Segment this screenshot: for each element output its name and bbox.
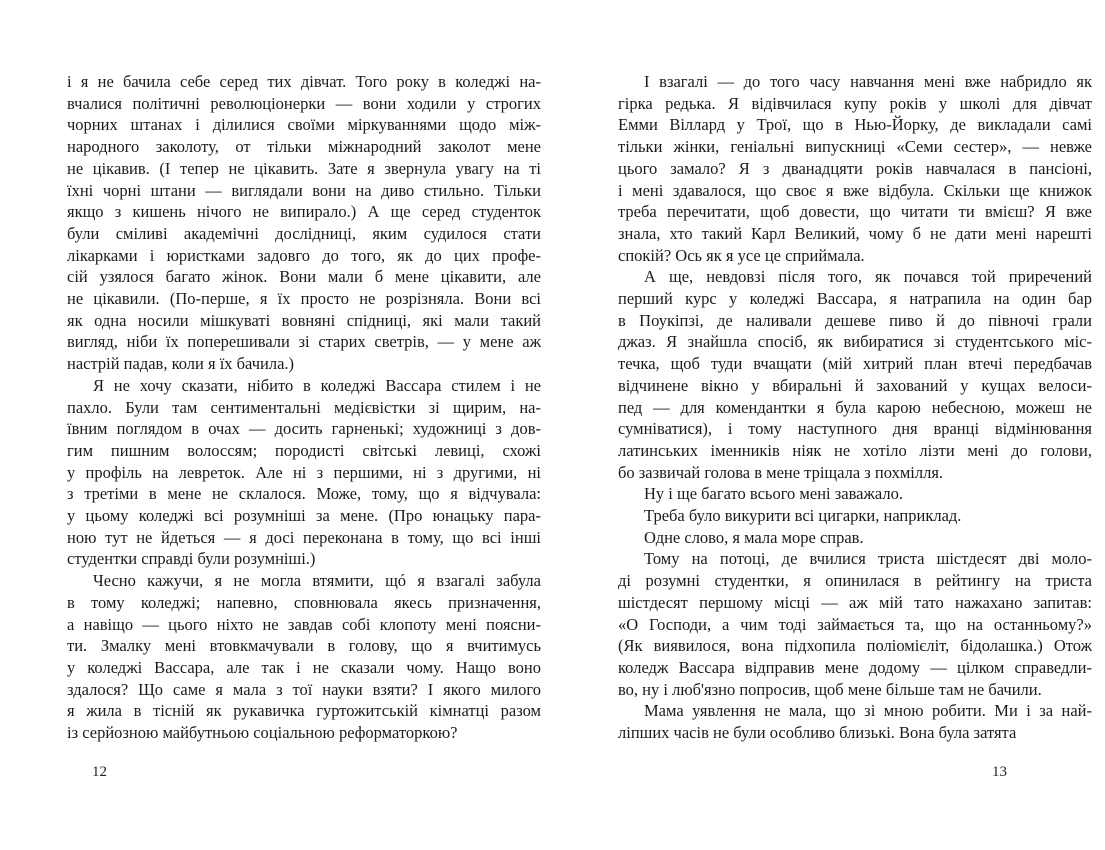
- text-line: «О Господи, а чим тоді займається та, що на останньому?»: [618, 614, 1092, 634]
- text-line: ївним поглядом в очах — досить гарненькі; художниці з дов-: [67, 419, 541, 439]
- paragraph: [67, 71, 541, 375]
- text-line: в тому коледжі; напевно, сповнювала якесь призначення,: [67, 592, 541, 612]
- text-line: спокій? Ось як я усе це сприймала.: [618, 245, 865, 265]
- text-line: знала, хто такий Карл Великий, чому б не дати мені нарешті: [618, 223, 1092, 243]
- paragraph: [67, 375, 541, 570]
- paragraph: [618, 71, 1092, 266]
- text-line: Тому на потоці, де вчилися триста шістдесят дві моло-: [644, 549, 1092, 569]
- text-line: ти. Змалку мені втовкмачували в голову, що я вчитимусь: [67, 636, 541, 656]
- paragraph: [618, 700, 1092, 743]
- text-line: гірка редька. Я відівчилася купу років у школі для дівчат: [618, 93, 1092, 113]
- text-line: Емми Віллард у Трої, що в Нью-Йорку, де викладали самі: [618, 115, 1092, 135]
- text-line: я жила в тісній як рукавичка гуртожитській кімнатці разом: [67, 701, 541, 721]
- text-line: їхні чорні штани — виглядали вони на диво стильно. Тільки: [67, 180, 541, 200]
- text-line: гим пишним волоссям; породисті світські левиці, схожі: [67, 440, 541, 460]
- text-line: коледж Вассара відправив мене додому — цілком справедли-: [618, 657, 1092, 677]
- text-line: сумніватися), і тому наступного дня вранці відмінювання: [618, 419, 1092, 439]
- text-line: Мама уявлення не мала, що зі мною робити. Ми і за най-: [644, 701, 1092, 721]
- text-line: перший курс у коледжі Вассара, я натрапила на один бар: [618, 289, 1092, 309]
- text-line: із серйозною майбутньою соціальною реформаторкою?: [67, 723, 458, 743]
- text-line: і я не бачила себе серед тих дівчат. Того року в коледжі на-: [67, 72, 541, 91]
- text-line: ді розумні студентки, я опинилася в рейтингу на триста: [618, 571, 1092, 591]
- text-line: студентки справді були розумніші.): [67, 549, 316, 569]
- text-line: здалося? Що саме я мала з тої науки взяти? І якого милого: [67, 679, 541, 699]
- text-line: вчалися політичні революціонерки — вони ходили у строгих: [67, 93, 541, 113]
- text-line: джаз. Я знайшла спосіб, як вибиратися зі студентського міс-: [618, 332, 1092, 352]
- text-line: (Як виявилося, вона підхопила поліомієліт, бідолашка.) Отож: [618, 636, 1092, 656]
- text-line: Ну і ще багато всього мені заважало.: [644, 484, 903, 504]
- text-line: з третіми в мене не склалося. Може, тому, що я відчувала:: [67, 484, 541, 504]
- paragraph: [618, 266, 1092, 483]
- text-line: течка, щоб туди вчащати (мій хитрий план втечі передбачав: [618, 354, 1092, 374]
- page-number-left: 12: [92, 764, 107, 780]
- text-line: І взагалі — до того часу навчання мені вже набридло як: [644, 72, 1092, 91]
- text-line: були сміливі академічні дослідниці, яким судилося стати: [67, 223, 541, 243]
- page-right-text-column: [618, 71, 1092, 744]
- text-line: лікарками і юристками задовго до того, як до цих профе-: [67, 245, 541, 265]
- page-left-text-column: [67, 71, 541, 744]
- text-line: у коледжі Вассара, але так і не сказали чому. Нащо воно: [67, 657, 541, 677]
- text-line: тільки жінки, геніальні випускниці «Семи сестер», — невже: [618, 137, 1092, 157]
- text-line: не цікавив. (І тепер не цікавить. Зате я звернула увагу на ті: [67, 158, 541, 178]
- text-line: ліпших часів не були особливо близькі. Вона була затята: [618, 723, 1017, 743]
- text-line: Треба було викурити всі цигарки, наприклад.: [644, 506, 962, 526]
- text-line: якщо з кишень нічого не випирало.) А ще серед студенток: [67, 202, 541, 222]
- page-number-right: 13: [992, 764, 1007, 780]
- text-line: пахло. Були там сентиментальні медієвістки зі щирим, на-: [67, 397, 541, 417]
- text-line: чорних штанах і ділилися своїми міркуваннями щодо між-: [67, 115, 541, 135]
- paragraph: [618, 527, 1092, 549]
- paragraph: [618, 505, 1092, 527]
- text-line: відчинене вікно у вбиральні й захований у кущах велоси-: [618, 375, 1092, 395]
- text-line: Я не хочу сказати, нібито в коледжі Вассара стилем і не: [93, 375, 541, 395]
- text-line: Чесно кажучи, я не могла втямити, щó я взагалі забула: [93, 571, 541, 591]
- text-line: в Поукіпзі, де наливали дешеве пиво й до півночі грали: [618, 310, 1092, 330]
- text-line: Одне слово, я мала море справ.: [644, 527, 864, 547]
- text-line: треба перечитати, щоб довести, що читати ти вмієш? Я вже: [618, 202, 1092, 222]
- text-line: ною тут не йдеться — я досі переконана в тому, що всі інші: [67, 527, 541, 547]
- text-line: А ще, невдовзі після того, як почався той приречений: [644, 267, 1092, 287]
- text-line: шістдесят першому місці — аж мій тато нажахано запитав:: [618, 592, 1092, 612]
- text-line: бо зазвичай голова в мене тріщала з похмілля.: [618, 462, 944, 482]
- text-line: а навіщо — цього ніхто не завдав собі клопоту мені поясни-: [67, 614, 541, 634]
- text-line: не цікавили. (По-перше, я їх просто не розрізняла. Вони всі: [67, 289, 541, 309]
- text-line: народного заколоту, от тільки міжнародний заколот мене: [67, 137, 541, 157]
- text-line: настрій падав, коли я їх бачила.): [67, 354, 295, 374]
- paragraph: [618, 483, 1092, 505]
- paragraph: [618, 548, 1092, 700]
- text-line: вигляд, ніби їх поперешивали зі старих светрів, — у мене аж: [67, 332, 541, 352]
- text-line: і мені здавалося, що своє я вже відбула. Скільки ще книжок: [618, 180, 1092, 200]
- text-line: во, ну і люб'язно попросив, щоб мене більше там не бачили.: [618, 679, 1042, 699]
- text-line: у цьому коледжі всі розумніші за мене. (Про юнацьку пара-: [67, 506, 541, 526]
- paragraph: [67, 570, 541, 744]
- text-line: латинських іменників ніяк не хотіло лізти мені до голови,: [618, 440, 1092, 460]
- text-line: цього замало? Я з дванадцяти років навчалася в пансіоні,: [618, 158, 1092, 178]
- text-line: у профіль на левреток. Але ні з першими, ні з другими, ні: [67, 462, 541, 482]
- text-line: пед — для комендантки я була карою небесною, можеш не: [618, 397, 1092, 417]
- text-line: як одна носили мішкуваті вовняні спідниці, які мали такий: [67, 310, 541, 330]
- text-line: сій узялося багато жінок. Вони мали б мене цікавити, але: [67, 267, 541, 287]
